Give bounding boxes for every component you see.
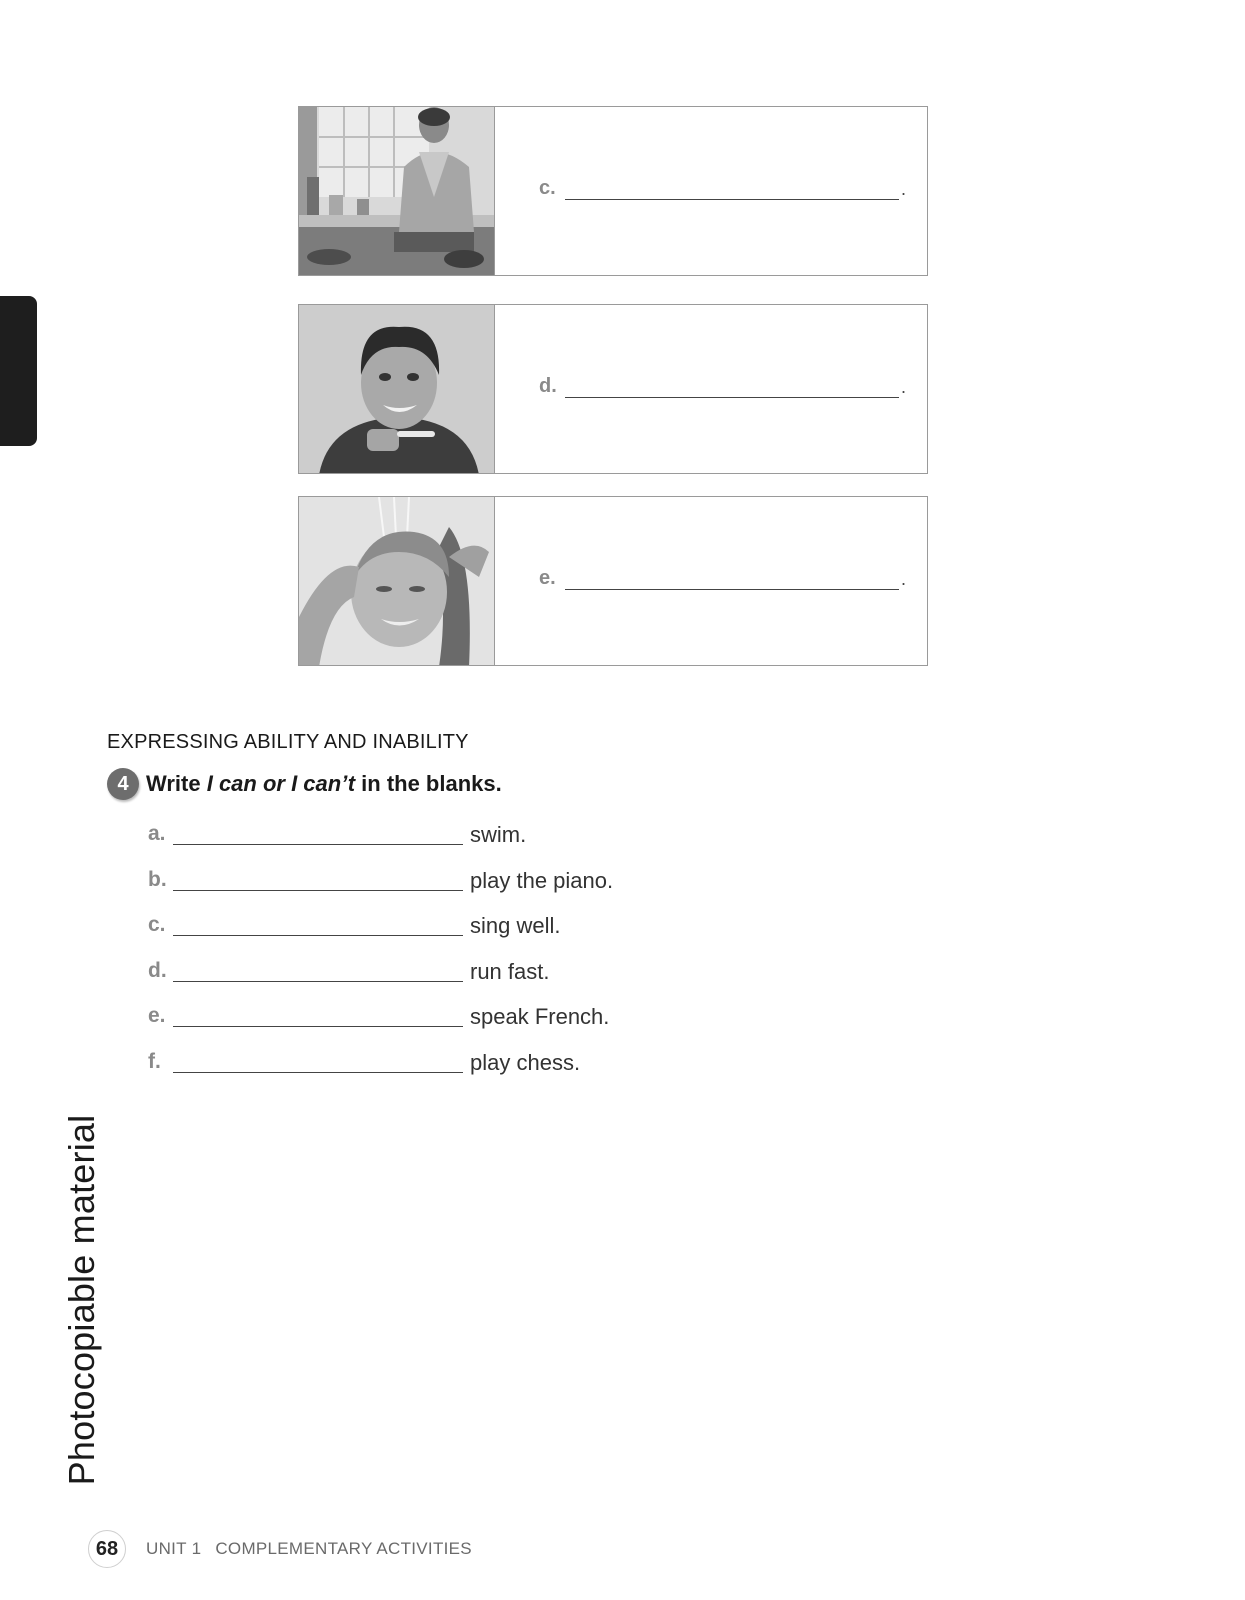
footer-text [146,1539,486,1559]
item-letter: b. [148,867,167,891]
list-item [148,1050,613,1096]
answer-blank[interactable] [173,913,463,936]
exercise-number-badge: 4 [107,768,139,800]
section-title: EXPRESSING ABILITY AND INABILITY [107,731,469,753]
picture-item-c [298,106,928,276]
list-item [148,1004,613,1050]
answer-blank[interactable] [173,1050,463,1073]
item-text: play the piano. [470,867,614,893]
item-letter: a. [148,822,166,845]
footer-title: COMPLEMENTARY ACTIVITIES [215,1539,472,1558]
answer-blank[interactable] [173,822,463,845]
footer-unit: UNIT 1 [146,1539,202,1558]
list-item [148,822,613,868]
answer-blank[interactable] [173,959,463,982]
item-letter: d. [539,375,557,397]
woman-shower-image [299,497,495,665]
item-text: speak French. [470,1004,610,1030]
side-tab [0,296,37,446]
picture-item-d [298,304,928,474]
photocopiable-label: Photocopiable material [61,1114,102,1486]
end-period: . [901,179,907,199]
tomo-label: TOMO 1 [10,234,26,287]
list-item [148,868,613,914]
answer-blank[interactable] [565,375,899,398]
answer-line-c [539,177,906,200]
picture-item-e [298,496,928,666]
answer-blank[interactable] [173,868,463,891]
item-text: play chess. [470,1049,581,1075]
page-number: 68 [88,1530,126,1568]
end-period: . [901,569,907,589]
exercise-items [148,822,613,1096]
photo-woman-shower [299,497,495,665]
list-item [148,959,613,1005]
boy-brushing-teeth-image [299,305,495,473]
item-letter: c. [539,177,556,199]
item-text: swim. [470,822,527,847]
instruction-pre: Write [146,771,207,796]
answer-line-e [539,567,906,590]
instruction-italic: I can or I can’t [206,771,356,796]
side-tab-label [11,153,26,290]
item-text: sing well. [470,913,561,939]
list-item [148,913,613,959]
photo-boy-brushing-teeth [299,305,495,473]
man-cooking-image [299,107,495,275]
item-text: run fast. [470,958,550,984]
instruction-post: in the blanks. [355,771,502,796]
instruction-text [146,771,502,797]
answer-line-d [539,375,906,398]
item-letter: e. [539,567,556,589]
item-letter: d. [148,958,167,982]
item-letter: c. [148,913,166,937]
photo-man-cooking [299,107,495,275]
item-letter: e. [148,1004,166,1028]
end-period: . [901,377,907,397]
answer-blank[interactable] [565,177,899,200]
exercise-instruction [107,768,502,800]
answer-blank[interactable] [565,567,899,590]
unidad-label: UNIDAD 1 [10,157,26,222]
answer-blank[interactable] [173,1004,463,1027]
item-letter: f. [148,1049,161,1073]
